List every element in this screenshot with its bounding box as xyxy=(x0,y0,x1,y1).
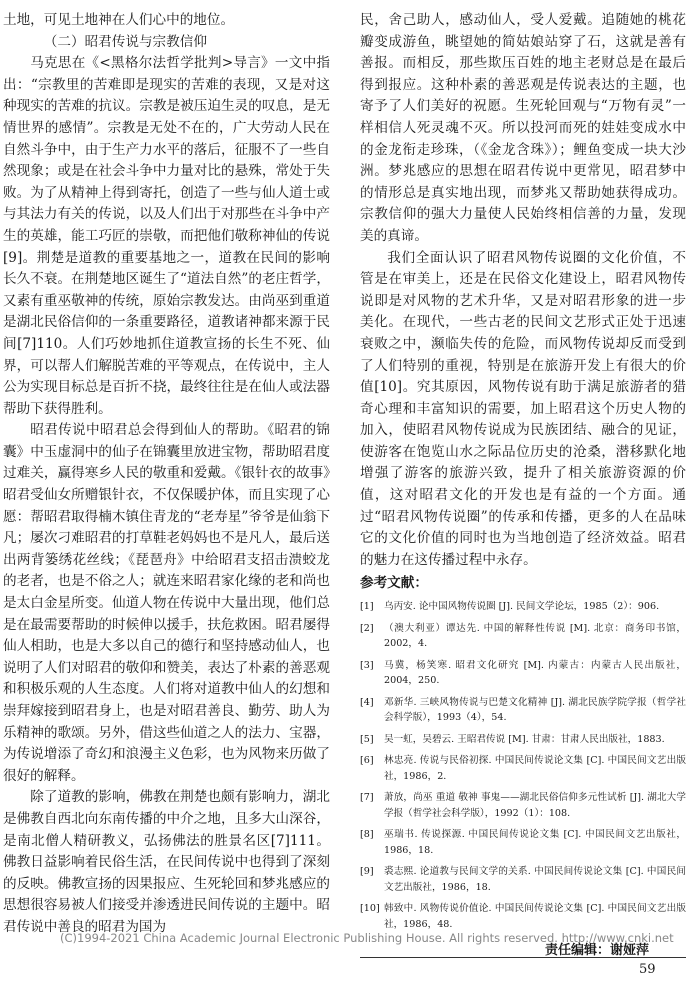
reference-item xyxy=(360,599,686,615)
reference-item xyxy=(360,621,686,652)
reference-item xyxy=(360,658,686,689)
references-list xyxy=(360,599,686,932)
reference-text: 林忠亮. 传说与民俗初探. 中国民间传说论文集 [C]. 中国民间文艺出版社，1986，2. xyxy=(384,755,686,782)
paragraph: 昭君传说中昭君总会得到仙人的帮助。《昭君的锦囊》中玉虚洞中的仙子在锦囊里放进宝物，帮助昭君度过难关，赢得寒乡人民的敬重和爱戴。《银针衣的故事》昭君受仙女所赠银针衣，不仅保暖护体，而且实现了心愿：帮昭君取得楠木镇住青龙的“老寿星”爷爷是仙翁下凡；屡次刁难昭君的打草鞋老妈妈也不是凡人，最后送出两背篓绣花丝线；《琵琶舟》中给昭君支招击溃蛟龙的老者，也是不俗之人；就连来昭君家化缘的老和尚也是太白金星所变。仙道人物在传说中大量出现，他们总是在最需要帮助的时候伸以援手，扶危救困。昭君屡得仙人相助，也是大多以自己的德行和坚持感动仙人，也说明了人们对昭君的敬仰和赞美，表达了朴素的善恶观和积极乐观的人生态度。人们将对道教中仙人的幻想和崇拜嫁接到昭君身上，也是对昭君善良、勤劳、助人为乐精神的歌颂。另外，借这些仙道之人的法力、宝器，为传说增添了奇幻和浪漫主义色彩，也为风物来历做了很好的解释。 xyxy=(3,422,330,784)
right-column xyxy=(360,10,686,938)
reference-number: [10] xyxy=(360,903,380,915)
reference-number: [2] xyxy=(360,622,374,634)
reference-number: [7] xyxy=(360,792,374,804)
section-subheading: （二）昭君传说与宗教信仰 xyxy=(43,33,207,50)
reference-item xyxy=(360,901,686,932)
reference-text: （澳大利亚）谭达先. 中国的解释性传说 [M]. 北京：商务印书馆，2002，4. xyxy=(384,622,686,650)
reference-number: [5] xyxy=(360,733,374,745)
reference-item xyxy=(360,732,686,748)
reference-number: [9] xyxy=(360,866,374,878)
reference-text: 裘志熙. 论道教与民间文学的关系. 中国民间传说论文集 [C]. 中国民间文艺出版社，1986，18. xyxy=(384,866,686,893)
references-heading: 参考文献： xyxy=(360,575,428,592)
reference-text: 吴一虹，吴碧云. 王昭君传说 [M]. 甘肃：甘肃人民出版社，1883. xyxy=(384,733,665,745)
reference-text: 韩致中. 风物传说价值论. 中国民间传说论文集 [C]. 中国民间文艺出版社，1986，48. xyxy=(384,903,686,930)
reference-text: 马冀，杨笑寒. 昭君文化研究 [M]. 内蒙古：内蒙古人民出版社，2004，250. xyxy=(384,659,686,687)
reference-item xyxy=(360,695,686,726)
reference-number: [8] xyxy=(360,829,374,841)
paragraph: 除了道教的影响，佛教在荆楚也颇有影响力，湖北是佛教自西北向东南传播的中介之地，且多大山深谷，是南北僧人精研教义，弘扬佛法的胜景名区[7]111。佛教日益影响着民俗生活，在民间传说中也得到了深刻的反映。佛教宣扬的因果报应、生死轮回和梦兆感应的思想很容易被人们接受并渗透进民间传说的主题中。昭君传说中善良的昭君为国为 xyxy=(3,789,330,935)
page-number: 59 xyxy=(639,962,656,977)
reference-item xyxy=(360,753,686,784)
editor-credit: 责任编辑：谢娅萍 xyxy=(545,943,650,958)
reference-text: 萧放，尚巫 重道 敬神 事鬼——湖北民俗信仰多元性试析 [J]. 湖北大学学报（哲学社会科学版），1992（1）：108. xyxy=(384,792,686,819)
paragraph: 民，舍己助人，感动仙人，受人爱戴。追随她的桃花瓣变成游鱼，眺望她的简姑娘站穿了石，这就是善有善报。而相反，那些欺压百姓的地主老财总是在最后得到报应。这种朴素的善恶观是传说表达的主题，也寄予了人们美好的祝愿。生死轮回观与“万物有灵”一样相信人死灵魂不灭。所以投河而死的娃娃变成水中的金龙衔走珍珠，（《金龙含珠》）；鲤鱼变成一块大沙洲。梦兆感应的思想在昭君传说中更常见，昭君梦中的情形总是真实地出现，而梦兆又帮助她获得成功。宗教信仰的强大力量使人民始终相信善的力量，发现美的真谛。 xyxy=(360,12,686,244)
reference-number: [6] xyxy=(360,755,374,767)
paragraph: 马克思在《<黑格尔法哲学批判>导言》一文中指出：“宗教里的苦难即是现实的苦难的表现，又是对这种现实的苦难的抗议。宗教是被压迫生灵的叹息，是无情世界的感情”。宗教是无处不在的，广大劳动人民在自然斗争中，由于生产力水平的落后，征服不了一些自然现象；或是在社会斗争中力量对比的悬殊，常处于失败。为了从精神上得到寄托，创造了一些与仙人道士或与其法力有关的传说，以及人们出于对那些在斗争中产生的英雄，能工巧匠的崇敬，而把他们敬称神仙的传说[9]。荆楚是道教的重要基地之一，道教在民间的影响长久不衰。在荆楚地区诞生了“道法自然”的老庄哲学，又素有重巫敬神的传统，原始宗教发达。由尚巫到重道是湖北民俗信仰的一条重要路径，道教诸神都来源于民间[7]110。人们巧妙地抓住道教宣扬的长生不死、仙界，可以帮人们解脱苦难的平等观点，在传说中，主人公为实现目标总是百折不挠，最终往往是在仙人或法器帮助下获得胜利。 xyxy=(3,55,330,417)
paragraph: 我们全面认识了昭君风物传说圈的文化价值，不管是在审美上，还是在民俗文化建设上，昭君风物传说即是对风物的艺术升华，又是对昭君形象的进一步美化。在现代，一些古老的民间文艺形式正处于迅速衰败之中，濒临失传的危险，而风物传说却反而受到了人们特别的重视，特别是在旅游开发上有很大的价值[10]。究其原因，风物传说有助于满足旅游者的猎奇心理和丰富知识的需要，加上昭君这个历史人物的加入，使昭君风物传说成为民族团结、融合的见证，使游客在饱览山水之际品位历史的沧桑，潜移默化地增强了游客的旅游兴致，提升了相关旅游资源的价值，这对昭君文化的开发也是有益的一个方面。通过“昭君风物传说圈”的传承和传播，更多的人在品味它的文化价值的同时也为当地创造了经济效益。昭君的魅力在这传播过程中永存。 xyxy=(360,249,686,568)
paragraph-intro-tail: 土地，可见土地神在人们心中的地位。 xyxy=(3,12,235,28)
reference-text: 邓新华. 三峡风物传说与巴楚文化精神 [J]. 湖北民族学院学报（哲学社会科学版），1993（4），54. xyxy=(384,696,686,724)
footer-divider xyxy=(360,957,686,958)
reference-item xyxy=(360,864,686,895)
reference-item xyxy=(360,827,686,858)
reference-item xyxy=(360,790,686,821)
left-column xyxy=(3,10,330,939)
reference-number: [1] xyxy=(360,601,374,613)
reference-number: [3] xyxy=(360,659,374,671)
reference-text: 乌丙安. 论中国风物传说圈 [J]. 民间文学论坛，1985（2）：906. xyxy=(384,601,660,613)
copyright-line: (C)1994-2021 China Academic Journal Electronic Publishing House. All rights reserved. http://www.cnki.net xyxy=(60,931,674,945)
reference-number: [4] xyxy=(360,696,374,708)
reference-text: 巫瑞书. 传说探源. 中国民间传说论文集 [C]. 中国民间文艺出版社，1986，18. xyxy=(384,829,686,856)
